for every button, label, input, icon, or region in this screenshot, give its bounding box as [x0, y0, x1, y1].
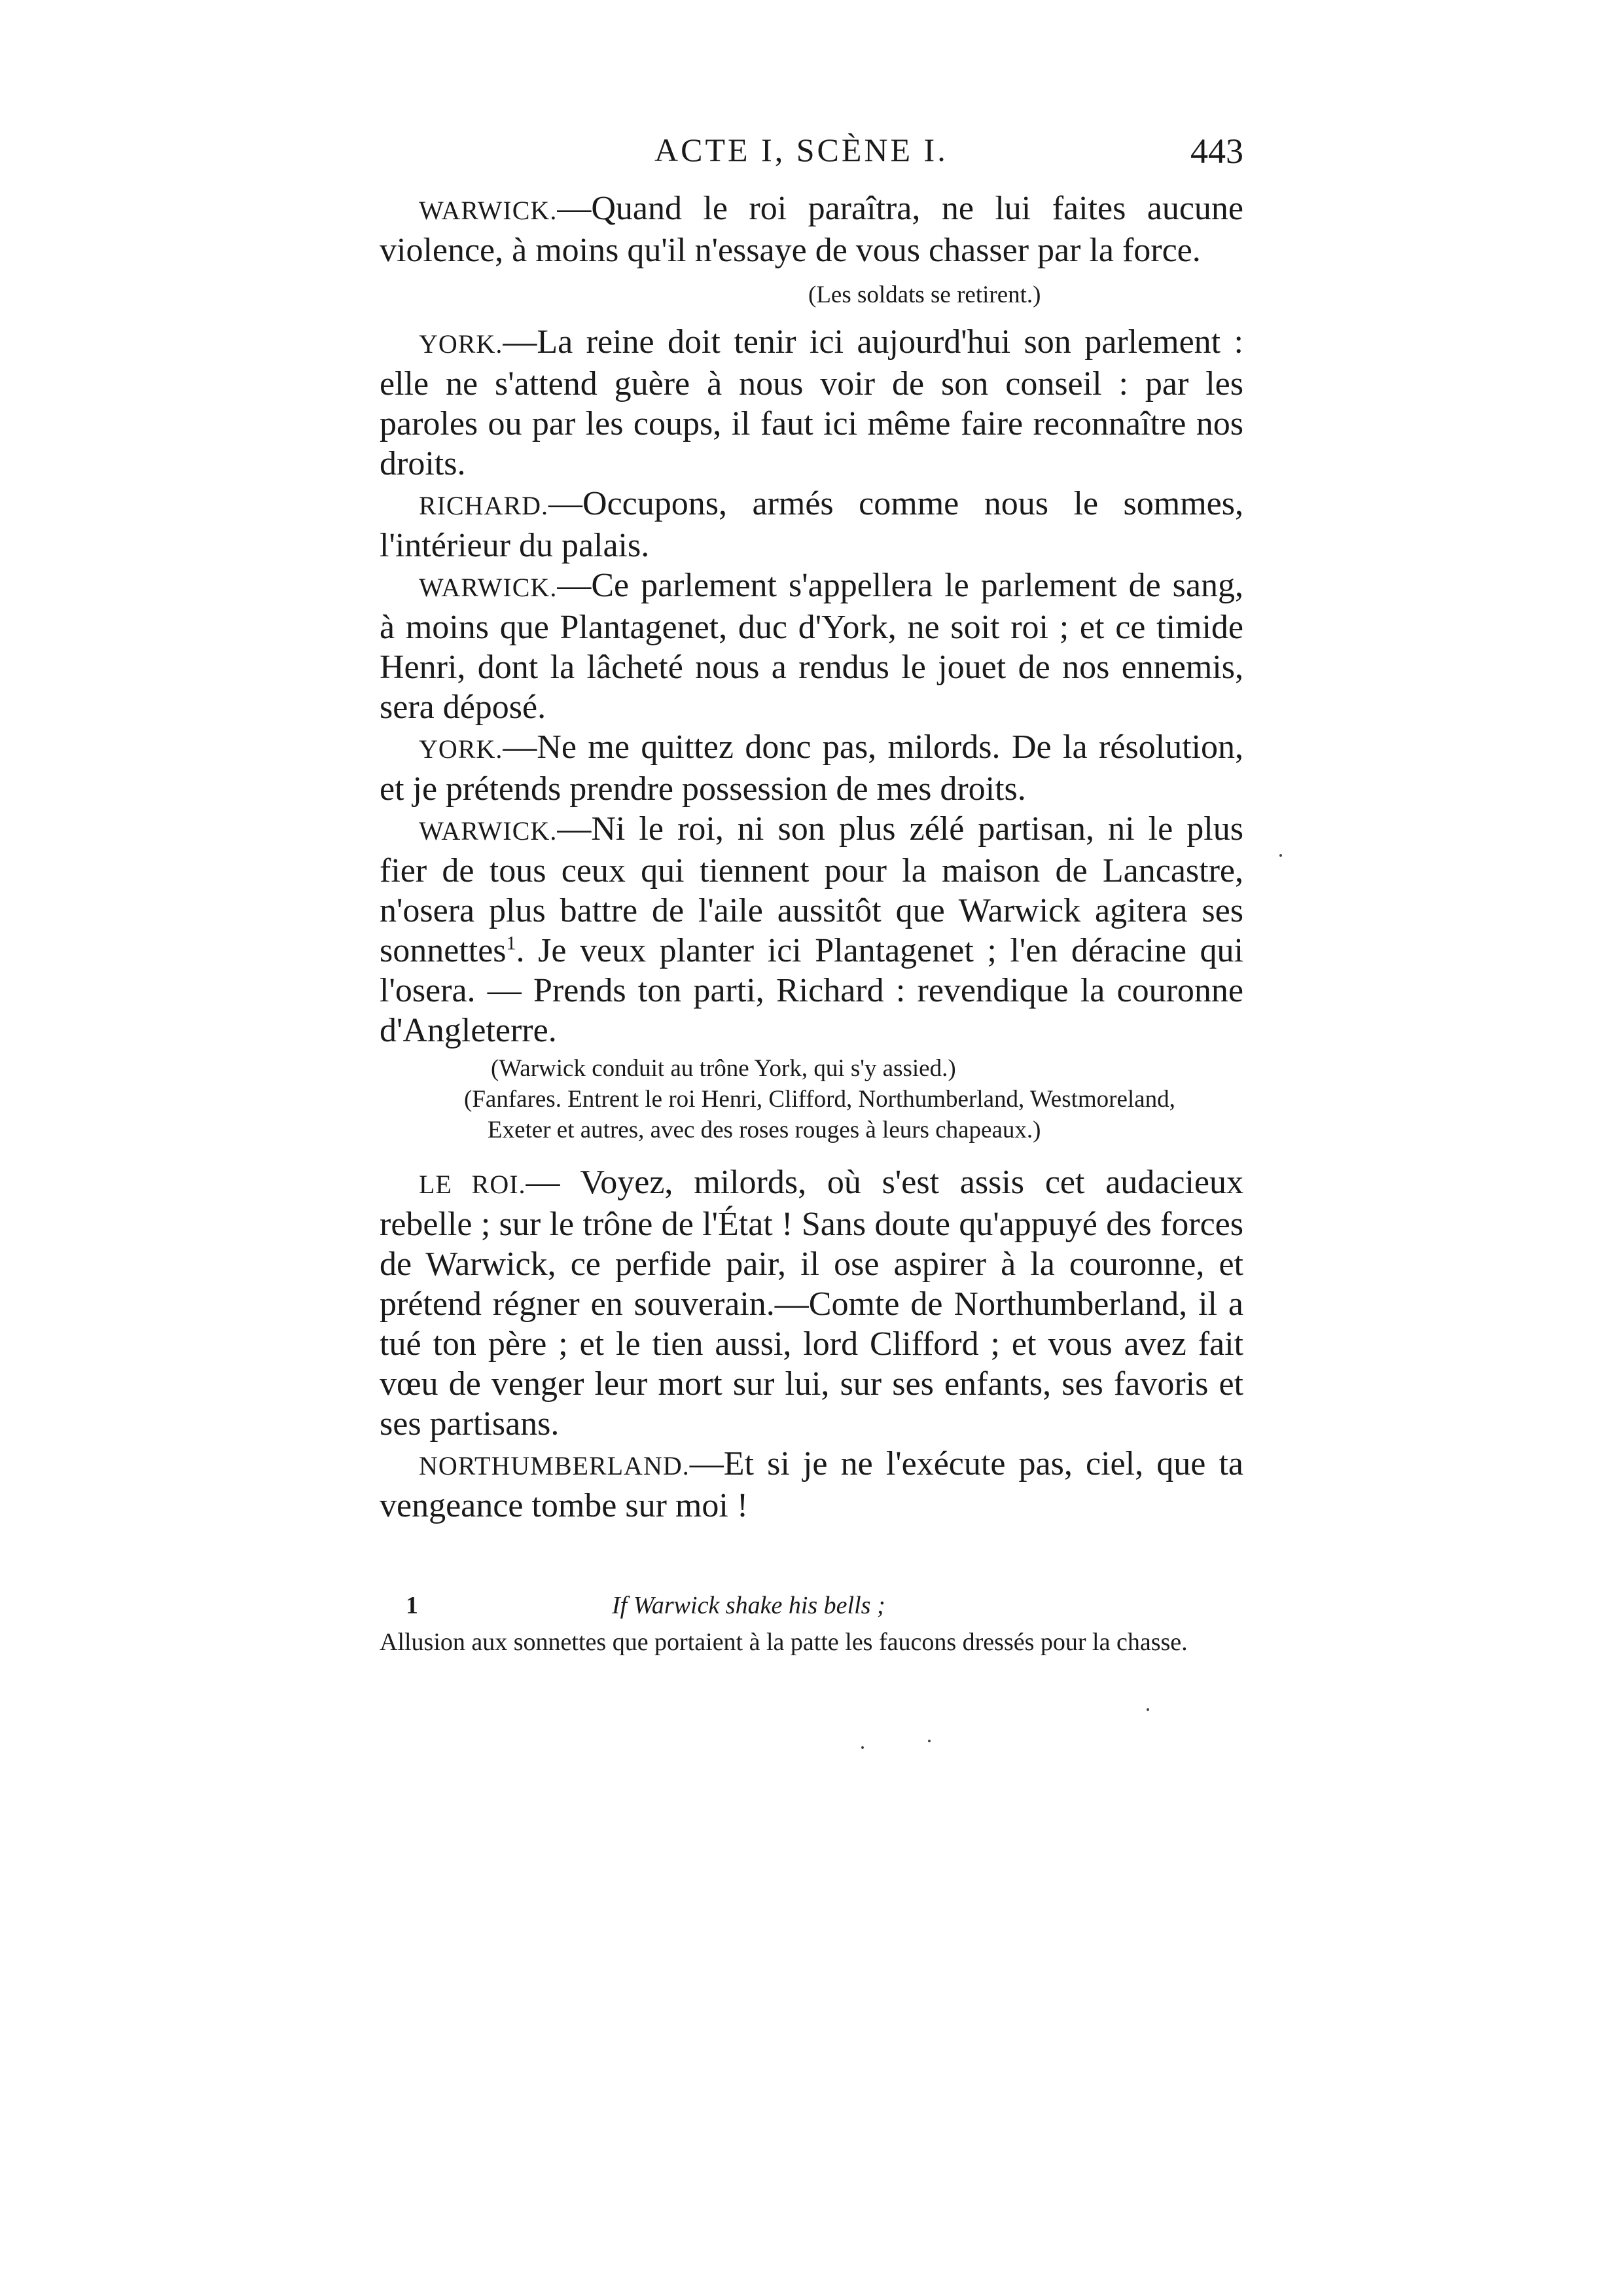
speaker-name: LE ROI.	[419, 1170, 526, 1199]
speech-text: —Ce parlement s'appellera le parlement de sang, à moins que Plantagenet, duc d'York, ne soit roi ; et ce timide Henri, dont la lâcheté nous a rendus le jouet de nos ennemis, sera déposé.	[380, 567, 1243, 726]
print-speck	[1279, 854, 1282, 857]
footnote-heading	[380, 1588, 1243, 1625]
speaker-name: WARWICK.	[419, 196, 558, 225]
footnote-quote: If Warwick shake his bells ;	[612, 1592, 885, 1619]
speech-text: —Ni le roi, ni son plus zélé partisan, ni le plus fier de tous ceux qui tiennent pour la maison de Lancastre, n'osera plus battre de l'aile aussitôt que Warwick agitera ses sonnettes	[380, 810, 1243, 969]
running-head: ACTE I, SCÈNE I.	[654, 132, 948, 168]
footnote-text: Allusion aux sonnettes que portaient à la patte les faucons dressés pour la chasse.	[380, 1628, 1188, 1656]
print-speck	[928, 1740, 931, 1742]
speech-northumberland	[380, 1444, 1243, 1526]
speaker-name: WARWICK.	[419, 573, 558, 602]
book-page	[380, 131, 1243, 1659]
speech-text: . Je veux planter ici Plantagenet ; l'en déracine qui l'osera. — Prends ton parti, Richard : revendique la couronne d'Angleterre.	[380, 932, 1243, 1049]
speech-le-roi	[380, 1162, 1243, 1444]
speech-text: —Quand le roi paraîtra, ne lui faites aucune violence, à moins qu'il n'essaye de vous chasser par la force.	[380, 190, 1243, 269]
stage-direction: (Fanfares. Entrent le roi Henri, Clifford, Northumberland, Westmoreland, Exeter et autres, avec des roses rouges à leurs chapeaux.)	[464, 1086, 1175, 1143]
page-header	[380, 131, 1243, 182]
speech-warwick-1	[380, 188, 1243, 270]
stage-direction: (Les soldats se retirent.)	[808, 281, 1041, 308]
speech-warwick-2	[380, 565, 1243, 727]
speech-text: — Voyez, milords, où s'est assis cet audacieux rebelle ; sur le trône de l'État ! Sans doute qu'appuyé des forces de Warwick, ce perfide pair, il ose aspirer à la couronne, et prétend régner en souverain.—Comte de Northumberland, il a tué ton père ; et le tien aussi, lord Clifford ; et vous avez fait vœu de venger leur mort sur lui, sur ses enfants, ses favoris et ses partisans.	[380, 1164, 1243, 1443]
print-speck	[1147, 1708, 1149, 1711]
stage-direction: (Warwick conduit au trône York, qui s'y assied.)	[491, 1055, 956, 1082]
footnote-reference[interactable]: 1	[506, 932, 516, 954]
print-speck	[861, 1746, 864, 1749]
speech-text: —Occupons, armés comme nous le sommes, l'intérieur du palais.	[380, 485, 1243, 564]
footnote-mark: 1	[406, 1592, 418, 1619]
speech-warwick-3	[380, 809, 1243, 1050]
speech-york-2	[380, 727, 1243, 809]
speaker-name: RICHARD.	[419, 491, 549, 520]
speech-richard-1	[380, 484, 1243, 565]
speaker-name: YORK.	[419, 734, 503, 764]
speaker-name: NORTHUMBERLAND.	[419, 1451, 690, 1480]
speech-text: —Et si je ne l'exécute pas, ciel, que ta vengeance tombe sur moi !	[380, 1445, 1243, 1524]
speaker-name: WARWICK.	[419, 816, 558, 846]
speech-york-1	[380, 322, 1243, 484]
speech-text: —Ne me quittez donc pas, milords. De la résolution, et je prétends prendre possession de mes droits.	[380, 728, 1243, 808]
speaker-name: YORK.	[419, 329, 503, 359]
footnote	[380, 1588, 1243, 1659]
page-number: 443	[1190, 132, 1243, 171]
speech-text: —La reine doit tenir ici aujourd'hui son parlement : elle ne s'attend guère à nous voir de son conseil : par les paroles ou par les coups, il faut ici même faire reconnaître nos droits.	[380, 323, 1243, 482]
